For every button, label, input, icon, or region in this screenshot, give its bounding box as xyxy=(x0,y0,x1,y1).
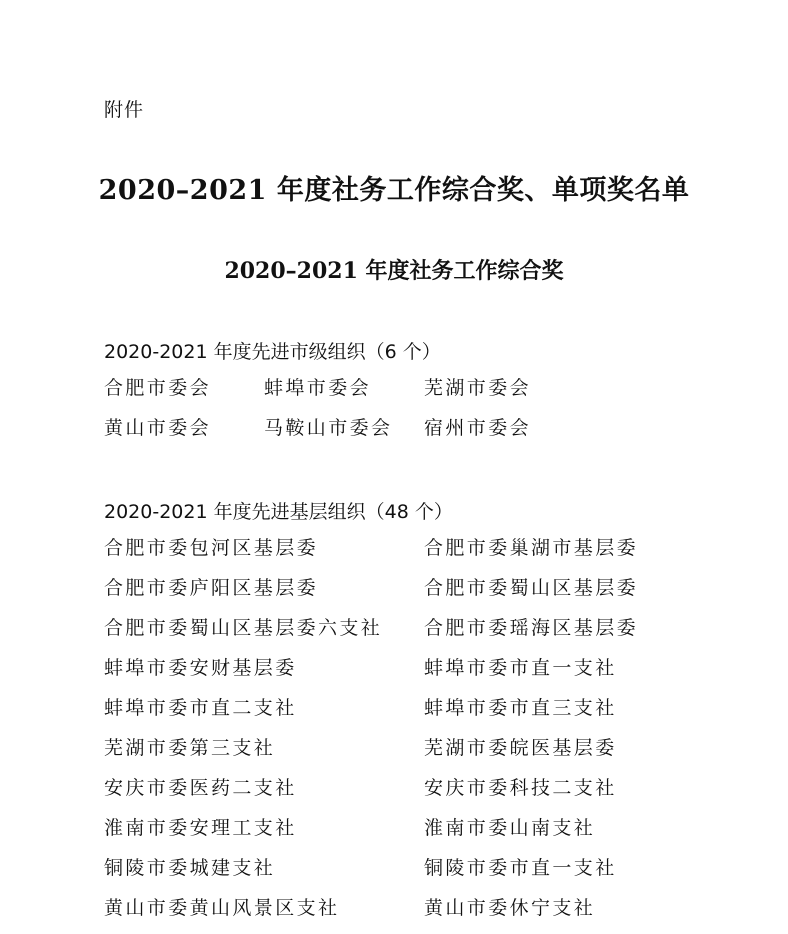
list-item: 合肥市委包河区基层委 xyxy=(104,537,319,559)
list-item: 安庆市委医药二支社 xyxy=(104,777,297,799)
grassroots-list xyxy=(104,534,724,934)
list-item: 合肥市委巢湖市基层委 xyxy=(424,537,639,559)
list-item: 淮南市委安理工支社 xyxy=(104,817,297,839)
list-item: 芜湖市委皖医基层委 xyxy=(424,737,617,759)
list-item: 蚌埠市委安财基层委 xyxy=(104,657,297,679)
list-item: 蚌埠市委会 xyxy=(264,377,372,399)
list-item: 合肥市委会 xyxy=(104,377,212,399)
list-item: 黄山市委休宁支社 xyxy=(424,897,596,919)
grassroots-heading: 2020-2021 年度先进基层组织（48 个） xyxy=(104,501,453,523)
list-item: 铜陵市委市直一支社 xyxy=(424,857,617,879)
city-level-list xyxy=(104,374,724,454)
list-item: 黄山市委黄山风景区支社 xyxy=(104,897,340,919)
list-item: 宿州市委会 xyxy=(424,417,532,439)
list-item: 蚌埠市委市直一支社 xyxy=(424,657,617,679)
attachment-label: 附件 xyxy=(104,99,145,121)
list-item: 铜陵市委城建支社 xyxy=(104,857,276,879)
list-item: 蚌埠市委市直三支社 xyxy=(424,697,617,719)
section-title: 2020–2021 年度社务工作综合奖 xyxy=(224,258,564,284)
list-item: 马鞍山市委会 xyxy=(264,417,393,439)
document-title: 2020–2021 年度社务工作综合奖、单项奖名单 xyxy=(98,175,690,206)
list-item: 合肥市委蜀山区基层委六支社 xyxy=(104,617,383,639)
list-item: 安庆市委科技二支社 xyxy=(424,777,617,799)
list-item: 合肥市委蜀山区基层委 xyxy=(424,577,639,599)
list-item: 合肥市委庐阳区基层委 xyxy=(104,577,319,599)
list-item: 淮南市委山南支社 xyxy=(424,817,596,839)
list-item: 合肥市委瑶海区基层委 xyxy=(424,617,639,639)
list-item: 黄山市委会 xyxy=(104,417,212,439)
city-level-heading: 2020-2021 年度先进市级组织（6 个） xyxy=(104,341,441,363)
list-item: 蚌埠市委市直二支社 xyxy=(104,697,297,719)
list-item: 芜湖市委会 xyxy=(424,377,532,399)
list-item: 芜湖市委第三支社 xyxy=(104,737,276,759)
